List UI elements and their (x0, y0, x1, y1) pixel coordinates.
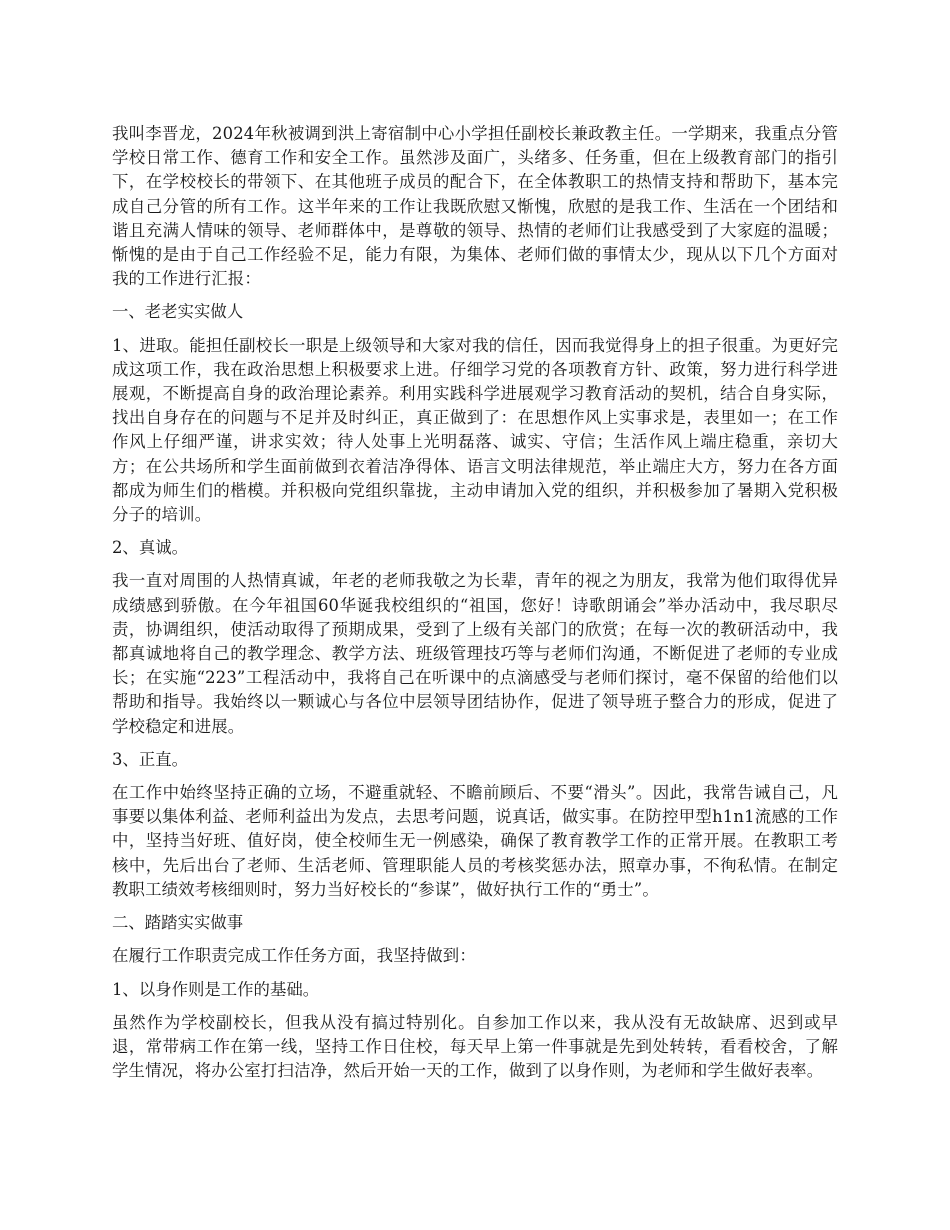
subheading-integrity: 3、正直。 (112, 749, 188, 769)
paragraph-duties: 在履行工作职责完成工作任务方面，我坚持做到： (112, 946, 476, 966)
paragraph-example: 虽然作为学校副校长，但我从没有搞过特别化。自参加工作以来，我从没有无故缺席、迟到或早退，常带病工作在第一线，坚持工作日住校，每天早上第一件事就是先到处转转，看看校舍，了解学生情况，将办公室打扫洁净，然后开始一天的工作，做到了以身作则，为老师和学生做好表率。 (112, 1012, 838, 1081)
subheading-example: 1、以身作则是工作的基础。 (112, 979, 320, 999)
paragraph-progress: 1、进取。能担任副校长一职是上级领导和大家对我的信任，因而我觉得身上的担子很重。为更好完成这项工作，我在政治思想上积极要求上进。仔细学习党的各项教育方针、政策，努力进行科学进展观，不断提高自身的政治理论素养。利用实践科学进展观学习教育活动的契机，结合自身实际，找出自身存在的问题与不足并及时纠正，真正做到了：在思想作风上实事求是，表里如一；在工作作风上仔细严谨，讲求实效；待人处事上光明磊落、诚实、守信；生活作风上端庄稳重，亲切大方；在公共场所和学生面前做到衣着洁净得体、语言文明法律规范，举止端庄大方，努力在各方面都成为师生们的楷模。并积极向党组织靠拢，主动申请加入党的组织，并积极参加了暑期入党积极分子的培训。 (112, 335, 838, 525)
paragraph-integrity: 在工作中始终坚持正确的立场，不避重就轻、不瞻前顾后、不要“滑头”。因此，我常告诫自己，凡事要以集体利益、老师利益出为发点，去思考问题，说真话，做实事。在防控甲型h1n1流感的工作中，坚持当好班、值好岗，使全校师生无一例感染，确保了教育教学工作的正常开展。在教职工考核中，先后出台了老师、生活老师、管理职能人员的考核奖惩办法，照章办事，不徇私情。在制定教职工绩效考核细则时，努力当好校长的“参谋”，做好执行工作的“勇士”。 (112, 783, 838, 899)
subheading-sincerity: 2、真诚。 (112, 538, 188, 558)
document-page (112, 122, 838, 1092)
section-heading-2: 二、踏踏实实做事 (112, 913, 244, 933)
paragraph-sincerity: 我一直对周围的人热情真诚，年老的老师我敬之为长辈，青年的视之为朋友，我常为他们取得优异成绩感到骄傲。在今年祖国60华诞我校组织的“祖国，您好！诗歌朗诵会”举办活动中，我尽职尽责，协调组织，使活动取得了预期成果，受到了上级有关部门的欣赏；在每一次的教研活动中，我都真诚地将自己的教学理念、教学方法、班级管理技巧等与老师们沟通，不断促进了老师的专业成长；在实施“223”工程活动中，我将自己在听课中的点滴感受与老师们探讨，毫不保留的给他们以帮助和指导。我始终以一颗诚心与各位中层领导团结协作，促进了领导班子整合力的形成，促进了学校稳定和进展。 (112, 571, 838, 736)
intro-paragraph: 我叫李晋龙，2024年秋被调到洪上寄宿制中心小学担任副校长兼政教主任。一学期来，我重点分管学校日常工作、德育工作和安全工作。虽然涉及面广，头绪多、任务重，但在上级教育部门的指引下，在学校校长的带领下、在其他班子成员的配合下，在全体教职工的热情支持和帮助下，基本完成自己分管的所有工作。这半年来的工作让我既欣慰又惭愧，欣慰的是我工作、生活在一个团结和谐且充满人情味的领导、老师群体中，是尊敬的领导、热情的老师们让我感受到了大家庭的温暖；惭愧的是由于自己工作经验不足，能力有限，为集体、老师们做的事情太少，现从以下几个方面对我的工作进行汇报： (112, 124, 838, 289)
section-heading-1: 一、老老实实做人 (112, 302, 244, 322)
